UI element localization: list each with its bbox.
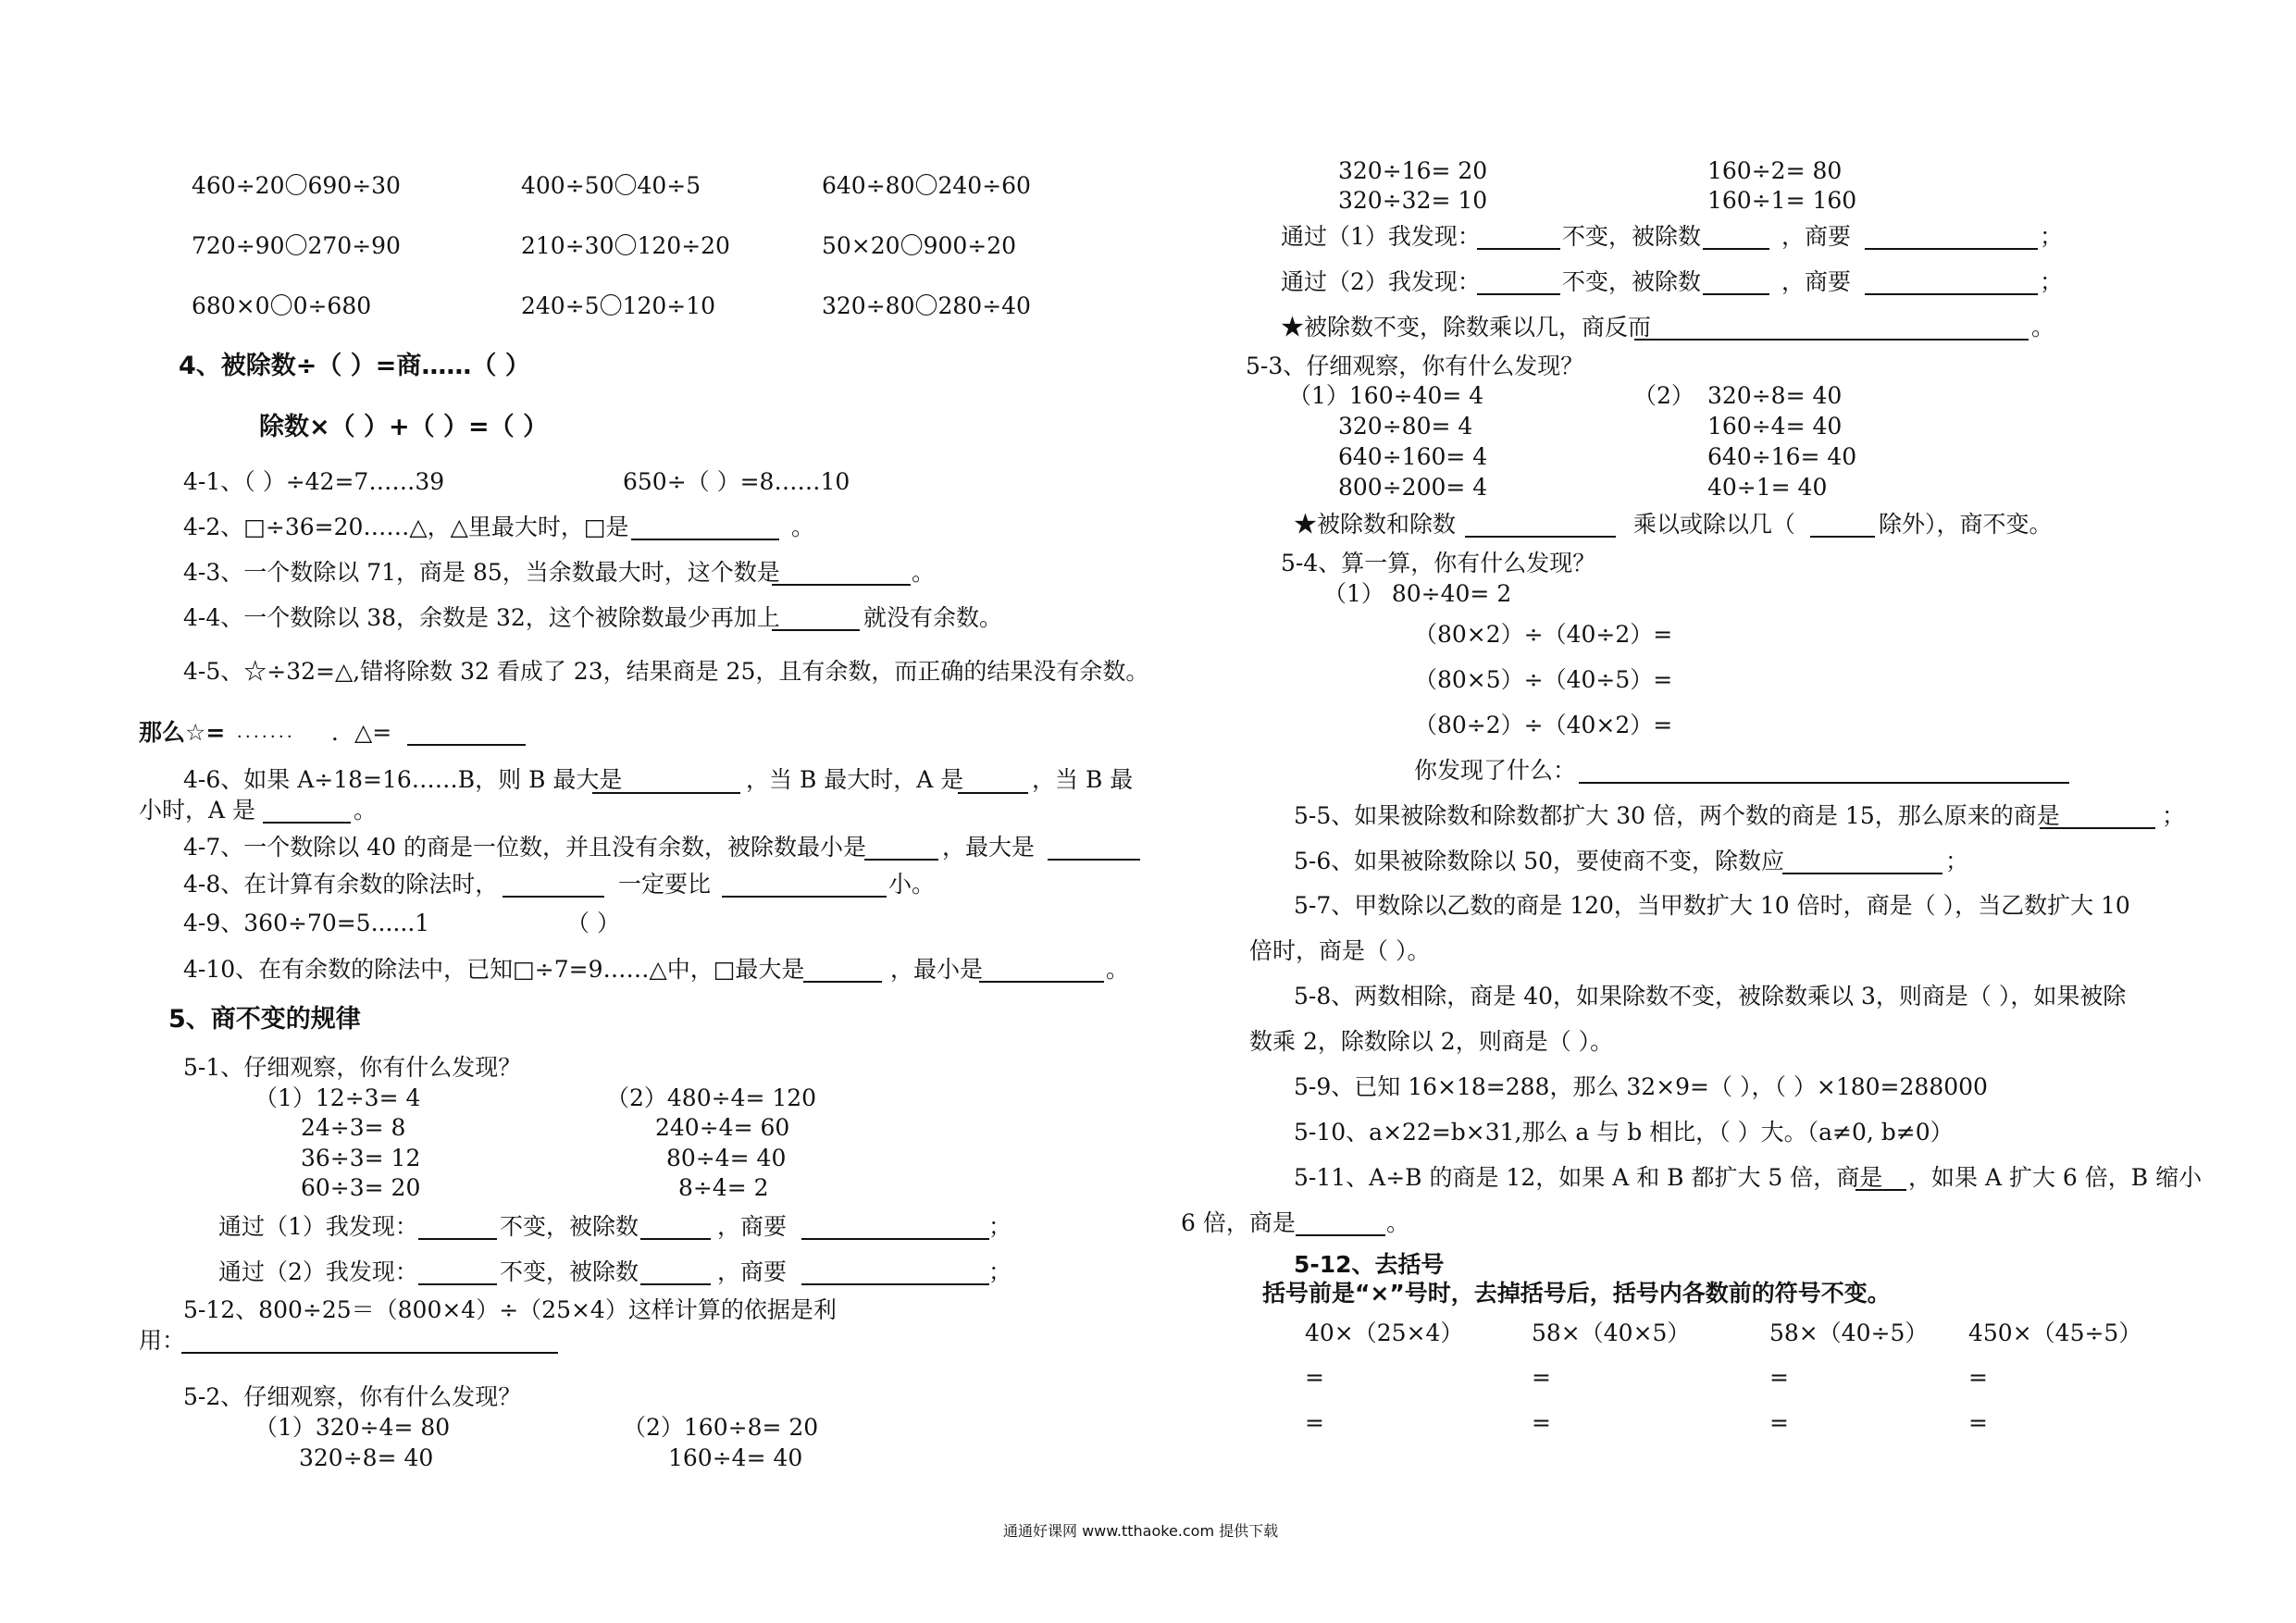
q5-2-g1-r1: （1）320÷4= 80 [254, 1414, 451, 1441]
compare-1-1: 460÷20〇690÷30 [192, 172, 401, 199]
q5-12-col-3: 58×（40÷5） [1769, 1319, 1929, 1346]
r-obs1-bubian: 不变，被除数 [1562, 223, 1702, 250]
q5-12-eq-4b: = [1968, 1409, 1988, 1436]
q4-1a: 4-1、（ ）÷42=7……39 [183, 468, 445, 495]
q4-6b-end: 。 [354, 797, 378, 824]
q5-12-left-a: 5-12、800÷25＝（800×4）÷（25×4）这样计算的依据是利 [183, 1296, 837, 1323]
q4-10-blank-max[interactable] [803, 981, 882, 983]
q5-1-obs1-blank-3[interactable] [801, 1238, 989, 1240]
q5-11a: 5-11、A÷B 的商是 12，如果 A 和 B 都扩大 5 倍，商是 [1294, 1164, 1883, 1191]
r-obs2-end: ； [2040, 268, 2064, 295]
q5-1-g1-r4: 60÷3= 20 [301, 1174, 421, 1201]
q4-6a: 4-6、如果 A÷18=16……B，则 B 最大是 [183, 766, 623, 793]
q5-8a: 5-8、两数相除，商是 40，如果除数不变，被除数乘以 3，则商是（ ），如果被除 [1294, 983, 2127, 1010]
q5-12-title: 5-12、去括号 [1294, 1251, 1445, 1278]
compare-2-2: 210÷30〇120÷20 [521, 232, 730, 259]
footer-credit: 通通好课网 www.tthaoke.com 提供下载 [1003, 1522, 1279, 1540]
q5-3-g1-r3: 640÷160= 4 [1338, 443, 1488, 470]
compare-1-3: 640÷80〇240÷60 [822, 172, 1031, 199]
q4-8-blank-2[interactable] [722, 896, 887, 898]
q5-12-eq-4a: = [1968, 1364, 1988, 1391]
compare-2-3: 50×20〇900÷20 [822, 232, 1017, 259]
q5-1-obs1-blank-1[interactable] [418, 1238, 497, 1240]
q4-4: 4-4、一个数除以 38，余数是 32，这个被除数最少再加上 [183, 604, 780, 631]
q4-2-end: 。 [791, 514, 815, 540]
q5-1-obs2-shang: ，商要 [717, 1258, 788, 1285]
q5-1-obs1-bubian: 不变，被除数 [500, 1213, 639, 1240]
q4-7-mid: ，最大是 [942, 834, 1036, 861]
r-star-1-end: 。 [2031, 314, 2055, 341]
r-top-g2-r2: 160÷1= 160 [1707, 187, 1857, 214]
q4-8-mid: 一定要比 [618, 871, 712, 898]
q4-3-end: 。 [912, 559, 936, 586]
r-obs1-blank-1[interactable] [1477, 248, 1560, 250]
q4-5: 4-5、☆÷32=△,错将除数 32 看成了 23，结果商是 25，且有余数，而正确的结果没有余数。 [183, 658, 1149, 685]
r-top-g2-r1: 160÷2= 80 [1707, 157, 1843, 184]
q5-1-g2-r3: 80÷4= 40 [666, 1145, 787, 1171]
q5-1-g1-r1: （1）12÷3= 4 [254, 1084, 421, 1111]
q5-12-eq-3a: = [1769, 1364, 1789, 1391]
q4-3: 4-3、一个数除以 71，商是 85，当余数最大时，这个数是 [183, 559, 780, 586]
q4-4-blank[interactable] [772, 629, 860, 631]
q5-11b-end: 。 [1386, 1209, 1410, 1236]
q5-4-row-1: （80×2）÷（40÷2）= [1414, 621, 1673, 648]
q5-3-g2-r3: 640÷16= 40 [1707, 443, 1857, 470]
r-obs1-end: ； [2040, 223, 2064, 250]
q5-12-left-b: 用： [139, 1327, 186, 1354]
q5-12-eq-3b: = [1769, 1409, 1789, 1436]
q5-1-obs2-bubian: 不变，被除数 [500, 1258, 639, 1285]
section-4-title: 4、被除数÷（ ）=商……（ ） [179, 352, 530, 380]
q5-6-blank[interactable] [1782, 873, 1942, 874]
q5-11-blank-2[interactable] [1296, 1234, 1385, 1236]
compare-3-1: 680×0〇0÷680 [192, 292, 372, 319]
q5-1-g2-r1: （2）480÷4= 120 [606, 1084, 817, 1111]
q5-3-g1-r1: （1）160÷40= 4 [1288, 382, 1484, 409]
r-obs2: 通过（2）我发现： [1281, 268, 1481, 295]
q5-3-g2-r1: 320÷8= 40 [1707, 382, 1843, 409]
q5-4-found-blank[interactable] [1579, 782, 2069, 784]
q5-1-obs2-blank-2[interactable] [640, 1283, 711, 1285]
r-star-2-blank-1[interactable] [1465, 536, 1616, 538]
q5-4-found: 你发现了什么： [1414, 757, 1577, 784]
q4-9-paren: （ ） [566, 910, 620, 936]
r-obs2-shang: ，商要 [1781, 268, 1852, 295]
q5-9: 5-9、已知 16×18=288，那么 32×9=（ ），（ ）×180=288000 [1294, 1073, 1988, 1100]
q4-5-triangle: ．△= [331, 719, 392, 746]
q5-12-eq-2a: = [1532, 1364, 1551, 1391]
q5-12-left-blank[interactable] [181, 1352, 558, 1354]
section-5-title: 5、商不变的规律 [168, 1005, 361, 1034]
q5-4-row-3: （80÷2）÷（40×2）= [1414, 712, 1673, 738]
q4-10: 4-10、在有余数的除法中，已知□÷7=9……△中，□最大是 [183, 956, 805, 983]
q5-11-blank-1[interactable] [1855, 1189, 1906, 1191]
q5-11a-end: ，如果 A 扩大 6 倍，B 缩小 [1908, 1164, 2203, 1191]
q4-5-dots: ．．．．．．． [237, 723, 304, 742]
q4-2: 4-2、□÷36=20……△，△里最大时，□是 [183, 514, 629, 540]
r-star-2-blank-2[interactable] [1810, 536, 1875, 538]
r-obs1-shang: ，商要 [1781, 223, 1852, 250]
q5-6: 5-6、如果被除数除以 50，要使商不变，除数应 [1294, 848, 1785, 874]
q4-6-blank-a[interactable] [958, 792, 1028, 794]
q4-6a-end: ，当 B 最 [1032, 766, 1134, 793]
q5-1-obs2: 通过（2）我发现： [218, 1258, 418, 1285]
q5-12-rule: 括号前是“×”号时，去掉括号后，括号内各数前的符号不变。 [1262, 1280, 1891, 1307]
q4-6b: 小时，A 是 [139, 797, 256, 824]
q5-1-g1-r3: 36÷3= 12 [301, 1145, 421, 1171]
q5-7b: 倍时，商是（ ）。 [1249, 937, 1431, 964]
q4-8: 4-8、在计算有余数的除法时， [183, 871, 499, 898]
q5-2-g2-r2: 160÷4= 40 [668, 1444, 803, 1471]
q5-3: 5-3、仔细观察，你有什么发现？ [1246, 353, 1584, 379]
q5-5-blank[interactable] [2040, 827, 2155, 829]
q5-11b: 6 倍，商是 [1181, 1209, 1296, 1236]
q4-8-blank-1[interactable] [503, 896, 604, 898]
q5-12-col-1: 40×（25×4） [1305, 1319, 1464, 1346]
q5-3-g2-label: （2） [1633, 382, 1694, 409]
r-obs1: 通过（1）我发现： [1281, 223, 1481, 250]
q4-2-blank[interactable] [631, 539, 779, 540]
q5-8b: 数乘 2，除数除以 2，则商是（ ）。 [1249, 1028, 1614, 1055]
q5-3-g2-r2: 160÷4= 40 [1707, 413, 1843, 440]
q4-8-end: 小。 [888, 871, 936, 898]
r-star-2-end: 除外），商不变。 [1879, 511, 2053, 538]
q5-10: 5-10、a×22=b×31,那么 a 与 b 相比，（ ）大。（a≠0, b≠0） [1294, 1119, 1954, 1146]
q5-3-g2-r4: 40÷1= 40 [1707, 474, 1828, 501]
q5-1: 5-1、仔细观察，你有什么发现？ [183, 1054, 522, 1081]
r-obs2-blank-3[interactable] [1865, 293, 2038, 295]
q5-1-g1-r2: 24÷3= 8 [301, 1114, 406, 1141]
q4-6a-mid: ，当 B 最大时，A 是 [746, 766, 964, 793]
q5-1-obs2-end: ； [988, 1258, 1012, 1285]
q4-1b: 650÷（ ）=8……10 [623, 468, 850, 495]
q5-6-end: ； [1945, 848, 1969, 874]
q5-2-g2-r1: （2）160÷8= 20 [623, 1414, 819, 1441]
r-top-g1-r2: 320÷32= 10 [1338, 187, 1488, 214]
q5-3-g1-r2: 320÷80= 4 [1338, 413, 1473, 440]
r-obs1-blank-2[interactable] [1703, 248, 1769, 250]
q5-2: 5-2、仔细观察，你有什么发现？ [183, 1383, 522, 1410]
q5-1-obs1-shang: ，商要 [717, 1213, 788, 1240]
q4-5-blank[interactable] [407, 744, 526, 746]
q5-4-row-2: （80×5）÷（40÷5）= [1414, 666, 1673, 693]
r-star-1: ★被除数不变，除数乘以几，商反而 [1281, 314, 1652, 341]
r-star-2-mid: 乘以或除以几（ [1633, 511, 1796, 538]
q5-7a: 5-7、甲数除以乙数的商是 120，当甲数扩大 10 倍时，商是（ ），当乙数扩大 10 [1294, 892, 2130, 919]
compare-2-1: 720÷90〇270÷90 [192, 232, 401, 259]
q4-10-blank-min[interactable] [979, 981, 1104, 983]
r-top-g1-r1: 320÷16= 20 [1338, 157, 1488, 184]
q4-6-blank-b[interactable] [592, 792, 740, 794]
q4-7-blank-max[interactable] [1048, 859, 1140, 861]
q5-12-eq-1b: = [1305, 1409, 1324, 1436]
q4-9: 4-9、360÷70=5......1 [183, 910, 430, 936]
section-4-formula: 除数×（ ）+（ ）=（ ） [259, 413, 549, 441]
q4-7-blank-min[interactable] [864, 859, 938, 861]
q5-5: 5-5、如果被除数和除数都扩大 30 倍，两个数的商是 15，那么原来的商是 [1294, 802, 2060, 829]
q4-3-blank[interactable] [772, 584, 911, 586]
q4-6-blank-min[interactable] [263, 822, 351, 824]
q5-1-obs1-blank-2[interactable] [640, 1238, 711, 1240]
q5-12-col-2: 58×（40×5） [1532, 1319, 1691, 1346]
q5-12-eq-1a: = [1305, 1364, 1324, 1391]
q5-1-g2-r4: 8÷4= 2 [678, 1174, 769, 1201]
r-star-2: ★被除数和除数 [1294, 511, 1457, 538]
r-star-1-blank[interactable] [1634, 339, 2029, 341]
q5-1-obs1-end: ； [988, 1213, 1012, 1240]
q5-1-obs2-blank-1[interactable] [418, 1283, 497, 1285]
r-obs2-bubian: 不变，被除数 [1562, 268, 1702, 295]
compare-3-3: 320÷80〇280÷40 [822, 292, 1031, 319]
q5-4: 5-4、算一算，你有什么发现？ [1281, 550, 1596, 576]
q5-2-g1-r2: 320÷8= 40 [299, 1444, 434, 1471]
q4-4-end: 就没有余数。 [863, 604, 1003, 631]
r-obs1-blank-3[interactable] [1865, 248, 2038, 250]
r-obs2-blank-2[interactable] [1703, 293, 1769, 295]
q5-12-col-4: 450×（45÷5） [1968, 1319, 2142, 1346]
q5-4-eq: （1） 80÷40= 2 [1323, 580, 1512, 607]
q5-5-end: ； [2162, 802, 2186, 829]
q5-1-g2-r2: 240÷4= 60 [655, 1114, 790, 1141]
r-obs2-blank-1[interactable] [1477, 293, 1560, 295]
q4-10-mid: ，最小是 [890, 956, 984, 983]
q4-5-star: 那么☆= [139, 719, 226, 746]
compare-3-2: 240÷5〇120÷10 [521, 292, 716, 319]
q5-1-obs2-blank-3[interactable] [801, 1283, 989, 1285]
q4-10-end: 。 [1106, 956, 1130, 983]
q5-1-obs1: 通过（1）我发现： [218, 1213, 418, 1240]
q4-7: 4-7、一个数除以 40 的商是一位数，并且没有余数，被除数最小是 [183, 834, 866, 861]
compare-1-2: 400÷50〇40÷5 [521, 172, 701, 199]
q5-3-g1-r4: 800÷200= 4 [1338, 474, 1488, 501]
q5-12-eq-2b: = [1532, 1409, 1551, 1436]
